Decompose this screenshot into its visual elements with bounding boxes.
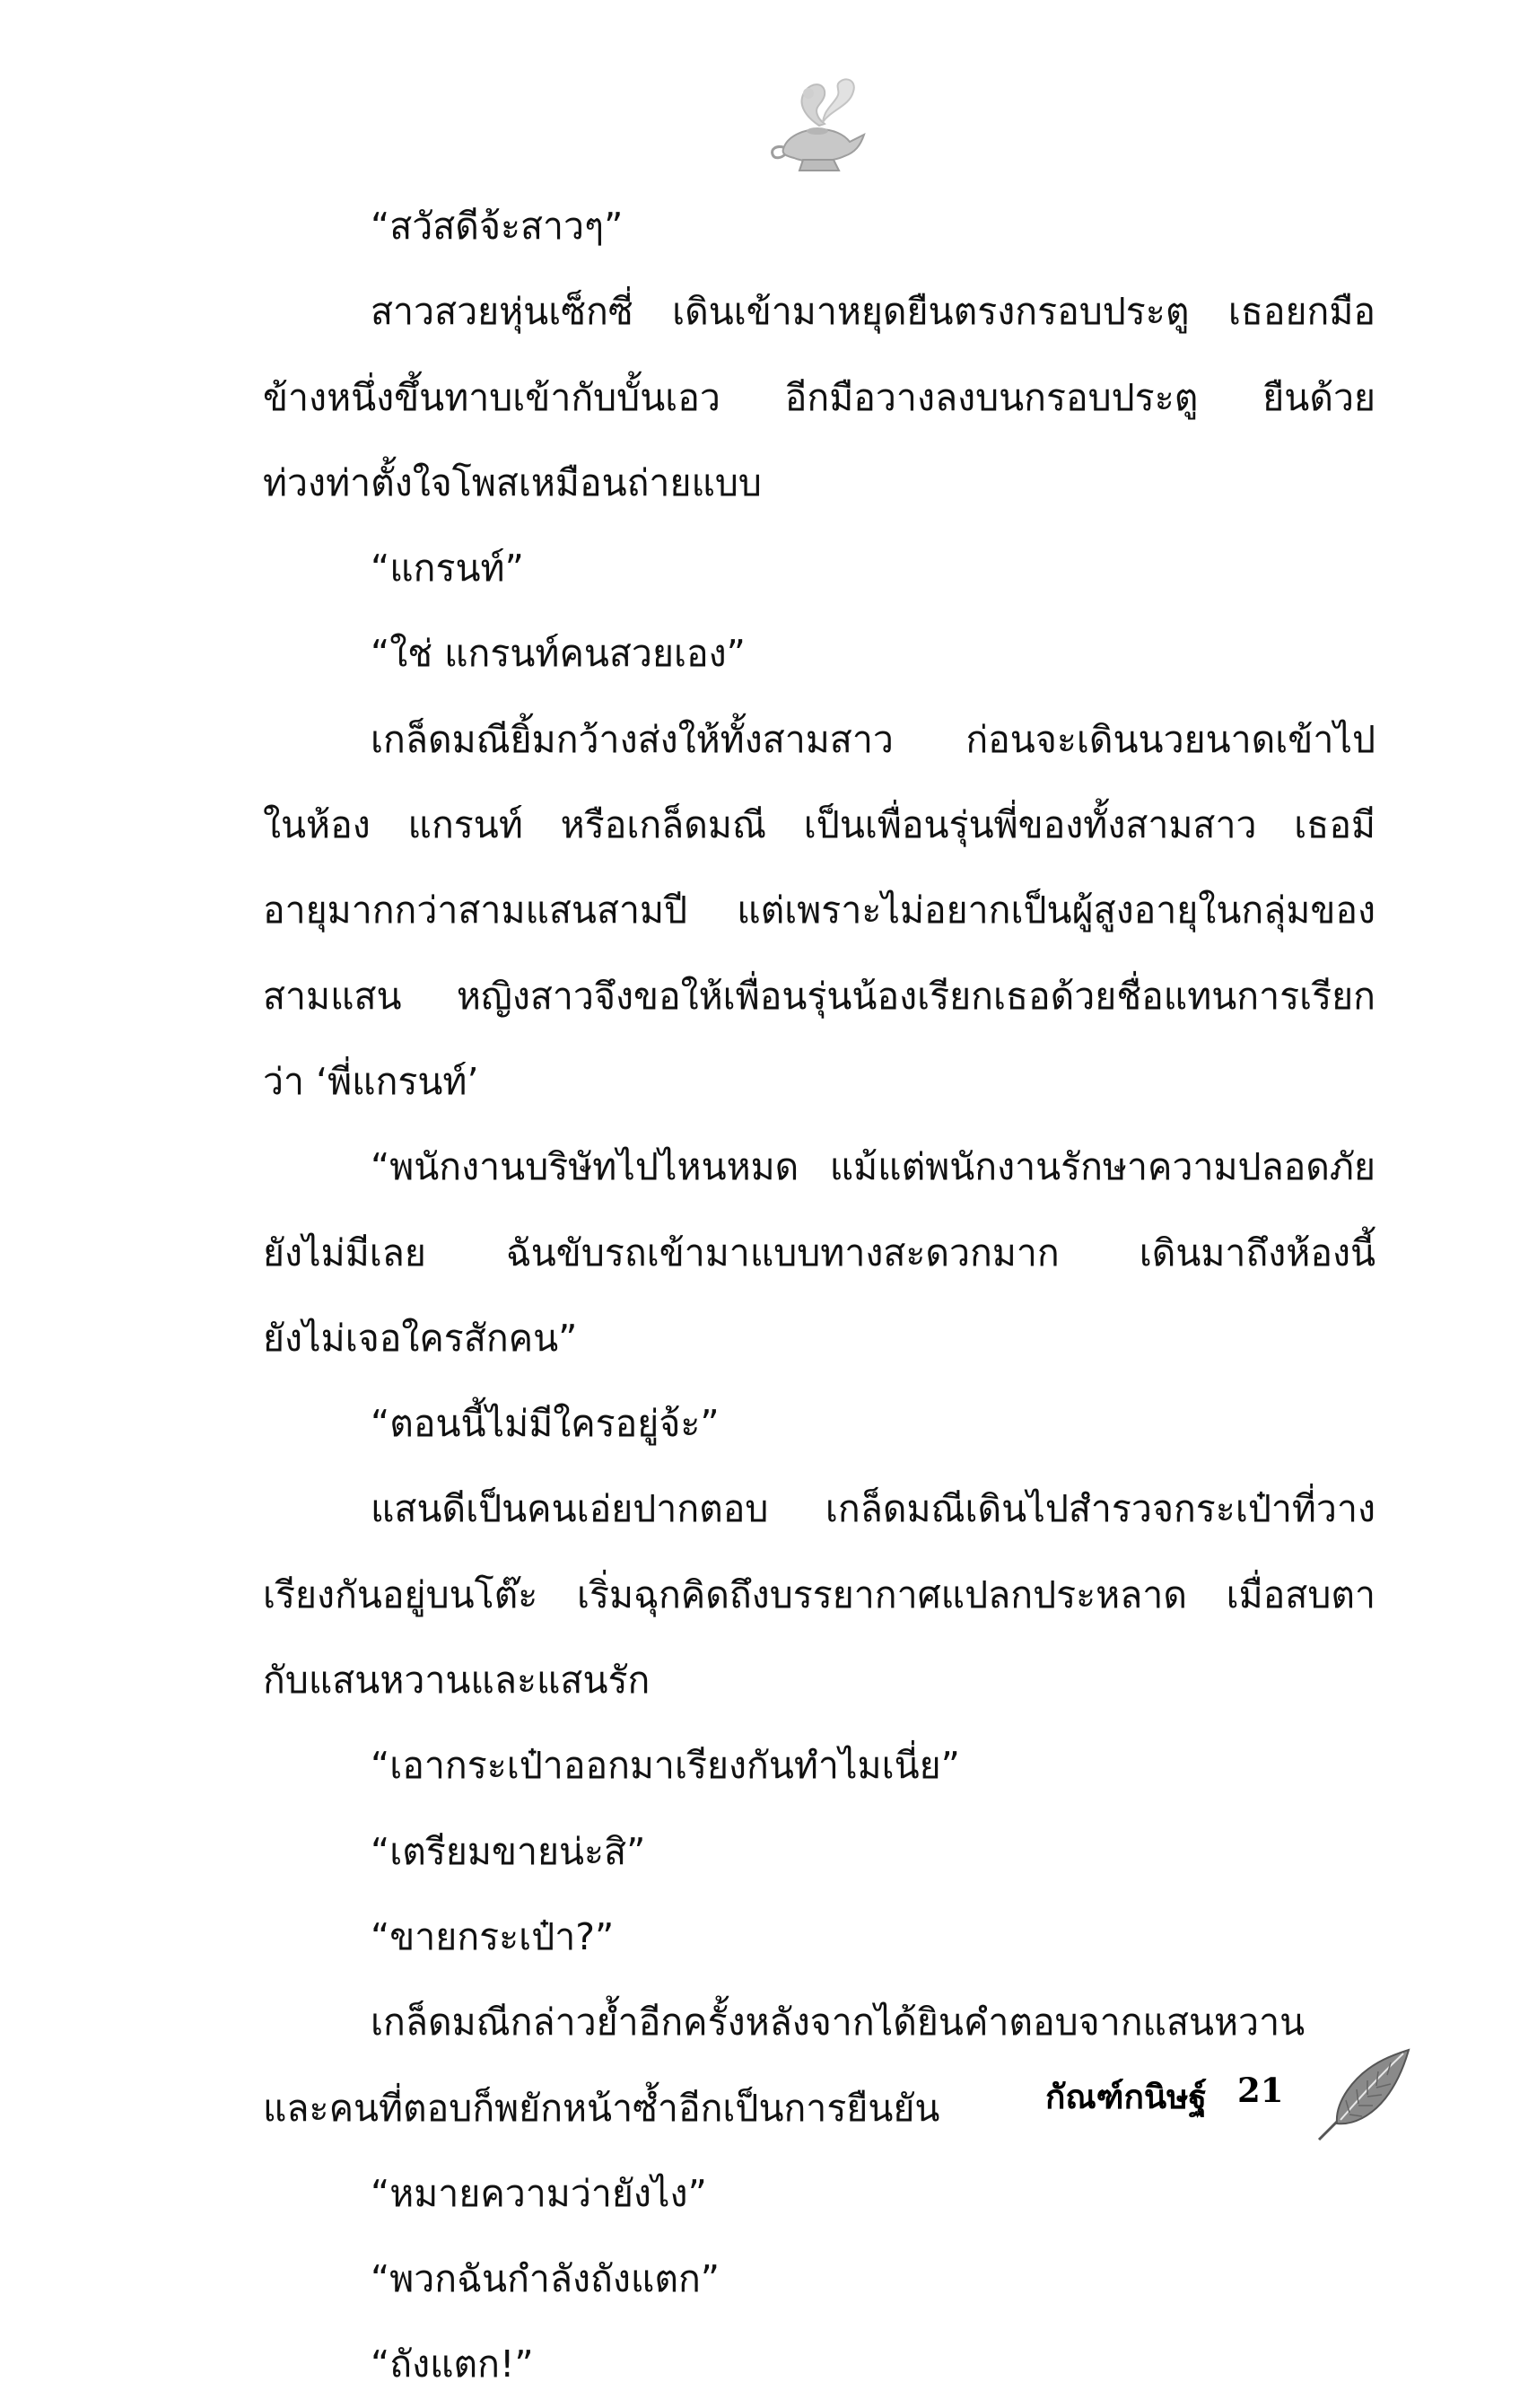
- text-line: “พวกฉันกำลังถังแตก”: [371, 2257, 720, 2301]
- text-line: เกล็ดมณีกล่าวย้ำอีกครั้งหลังจากได้ยินคำตอบจากแสนหวาน: [371, 2001, 1306, 2045]
- genie-lamp-icon: [767, 70, 866, 178]
- page-number: 21: [1237, 2071, 1284, 2110]
- text-line: “เอากระเป๋าออกมาเรียงกันทำไมเนี่ย”: [371, 1744, 960, 1788]
- text-line: “พนักงานบริษัทไปไหนหมด แม้แต่พนักงานรักษาความปลอดภัย: [371, 1145, 1375, 1189]
- text-line: ยังไม่เจอใครสักคน”: [263, 1316, 578, 1360]
- text-line: สาวสวยหุ่นเซ็กซี่ เดินเข้ามาหยุดยืนตรงกรอบประตู เธอยกมือ: [371, 290, 1375, 334]
- page-footer: [1045, 2046, 1440, 2145]
- text-line: “ตอนนี้ไม่มีใครอยู่จ้ะ”: [371, 1402, 720, 1446]
- text-line: และคนที่ตอบก็พยักหน้าซ้ำอีกเป็นการยืนยัน: [263, 2086, 940, 2130]
- text-line: ว่า ‘พี่แกรนท์’: [263, 1059, 479, 1103]
- text-line: “สวัสดีจ้ะสาวๆ”: [371, 205, 624, 248]
- text-line: ในห้อง แกรนท์ หรือเกล็ดมณี เป็นเพื่อนรุ่นพี่ของทั้งสามสาว เธอมี: [263, 803, 1375, 847]
- text-line: อายุมากกว่าสามแสนสามปี แต่เพราะไม่อยากเป็นผู้สูงอายุในกลุ่มของ: [263, 889, 1375, 933]
- feather-quill-icon: [1310, 2046, 1413, 2145]
- text-line: แสนดีเป็นคนเอ่ยปากตอบ เกล็ดมณีเดินไปสำรวจกระเป๋าที่วาง: [371, 1487, 1375, 1531]
- text-line: “ขายกระเป๋า?”: [371, 1914, 615, 1958]
- text-line: ยังไม่มีเลย ฉันขับรถเข้ามาแบบทางสะดวกมาก เดินมาถึงห้องนี้: [263, 1230, 1375, 1274]
- text-line: “แกรนท์”: [371, 547, 524, 591]
- text-line: “เตรียมขายน่ะสิ”: [371, 1829, 646, 1873]
- book-title: กัณฑ์กนิษฐ์: [1045, 2077, 1207, 2116]
- text-line: “ถังแตก!”: [371, 2342, 534, 2386]
- text-line: กับแสนหวานและแสนรัก: [263, 1659, 651, 1703]
- text-line: ข้างหนึ่งขึ้นทาบเข้ากับบั้นเอว อีกมือวางลงบนกรอบประตู ยืนด้วย: [263, 375, 1375, 419]
- text-line: เกล็ดมณียิ้มกว้างส่งให้ทั้งสามสาว ก่อนจะเดินนวยนาดเข้าไป: [371, 717, 1375, 761]
- text-line: เรียงกันอยู่บนโต๊ะ เริ่มฉุกคิดถึงบรรยากาศแปลกประหลาด เมื่อสบตา: [263, 1572, 1375, 1616]
- text-line: ท่วงท่าตั้งใจโพสเหมือนถ่ายแบบ: [263, 460, 762, 504]
- text-line: สามแสน หญิงสาวจึงขอให้เพื่อนรุ่นน้องเรียกเธอด้วยชื่อแทนการเรียก: [263, 974, 1375, 1018]
- text-line: “ใช่ แกรนท์คนสวยเอง”: [371, 632, 746, 676]
- text-line: “หมายความว่ายังไง”: [371, 2171, 707, 2215]
